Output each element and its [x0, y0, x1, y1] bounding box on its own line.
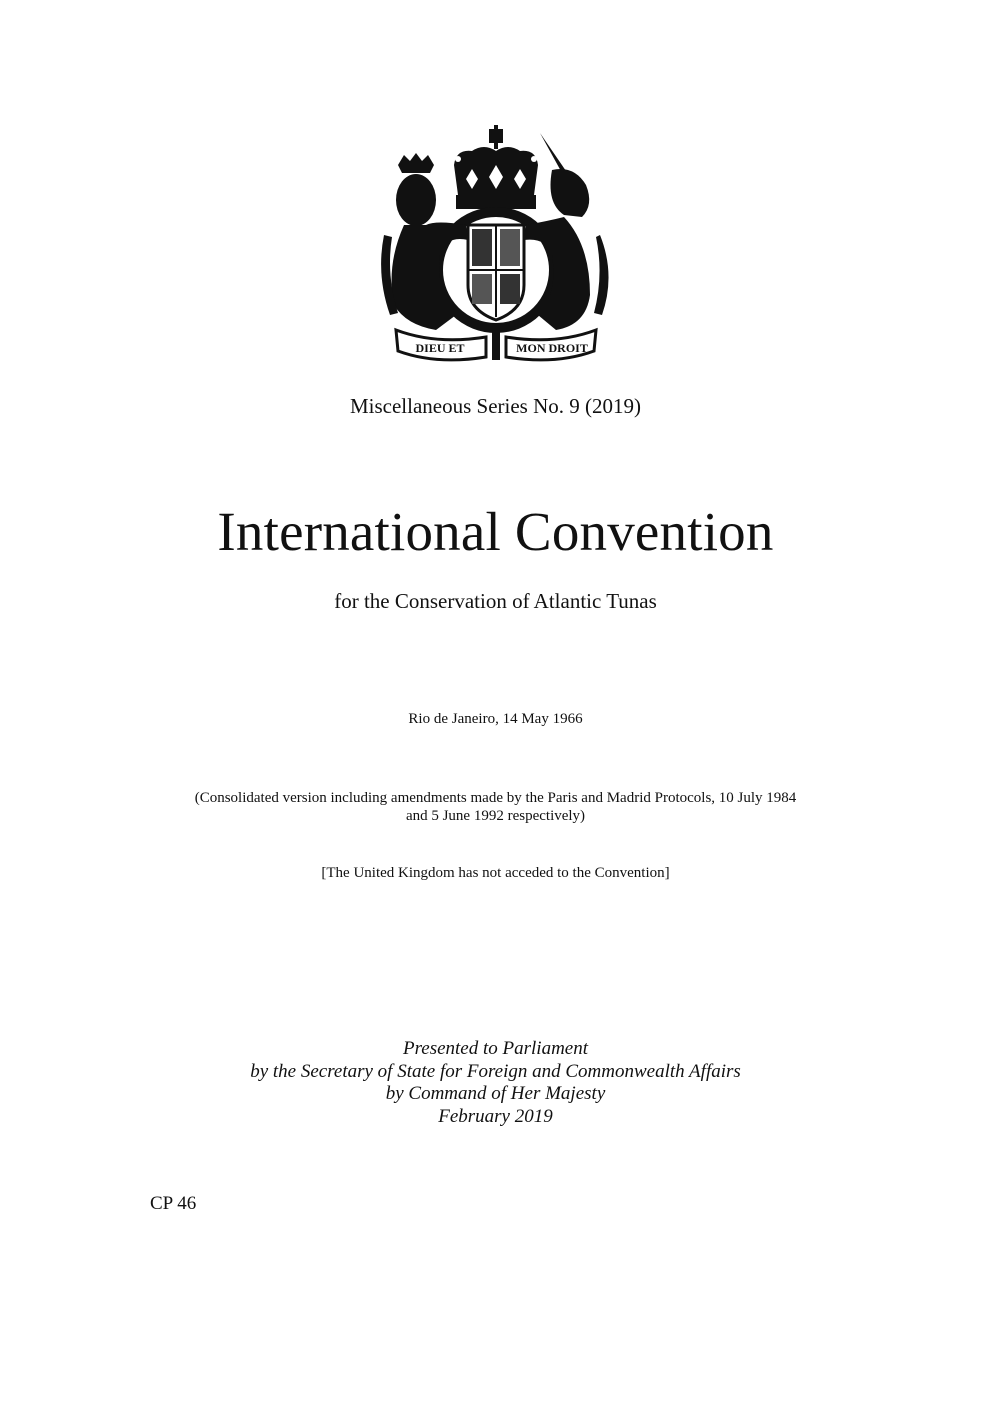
- svg-text:MON DROIT: MON DROIT: [516, 341, 588, 355]
- consolidated-note-line-1: (Consolidated version including amendments made by the Paris and Madrid Protocols, 10 July 1984: [194, 790, 797, 806]
- presented-line-4: February 2019: [438, 1105, 553, 1127]
- presentation-statement: [0, 1038, 991, 1128]
- place-and-date: Rio de Janeiro, 14 May 1966: [408, 711, 583, 727]
- motto-scroll: [396, 330, 596, 360]
- uk-status-note: [The United Kingdom has not acceded to the Convention]: [321, 865, 670, 881]
- command-paper-number: CP 46: [150, 1193, 197, 1214]
- royal-coat-of-arms-icon: [376, 125, 616, 365]
- document-subtitle: for the Conservation of Atlantic Tunas: [334, 589, 657, 613]
- crown-icon: [454, 125, 538, 209]
- svg-text:DIEU ET: DIEU ET: [415, 341, 465, 355]
- lion-icon: [381, 153, 468, 330]
- document-title: International Convention: [217, 501, 774, 562]
- presented-line-3: by Command of Her Majesty: [385, 1083, 606, 1104]
- consolidated-note-line-2: and 5 June 1992 respectively): [405, 808, 586, 824]
- presented-line-2: by the Secretary of State for Foreign and Commonwealth Affairs: [250, 1060, 741, 1082]
- consolidated-version-note: [0, 789, 991, 825]
- series-number: Miscellaneous Series No. 9 (2019): [349, 394, 642, 418]
- presented-line-1: Presented to Parliament: [402, 1038, 589, 1059]
